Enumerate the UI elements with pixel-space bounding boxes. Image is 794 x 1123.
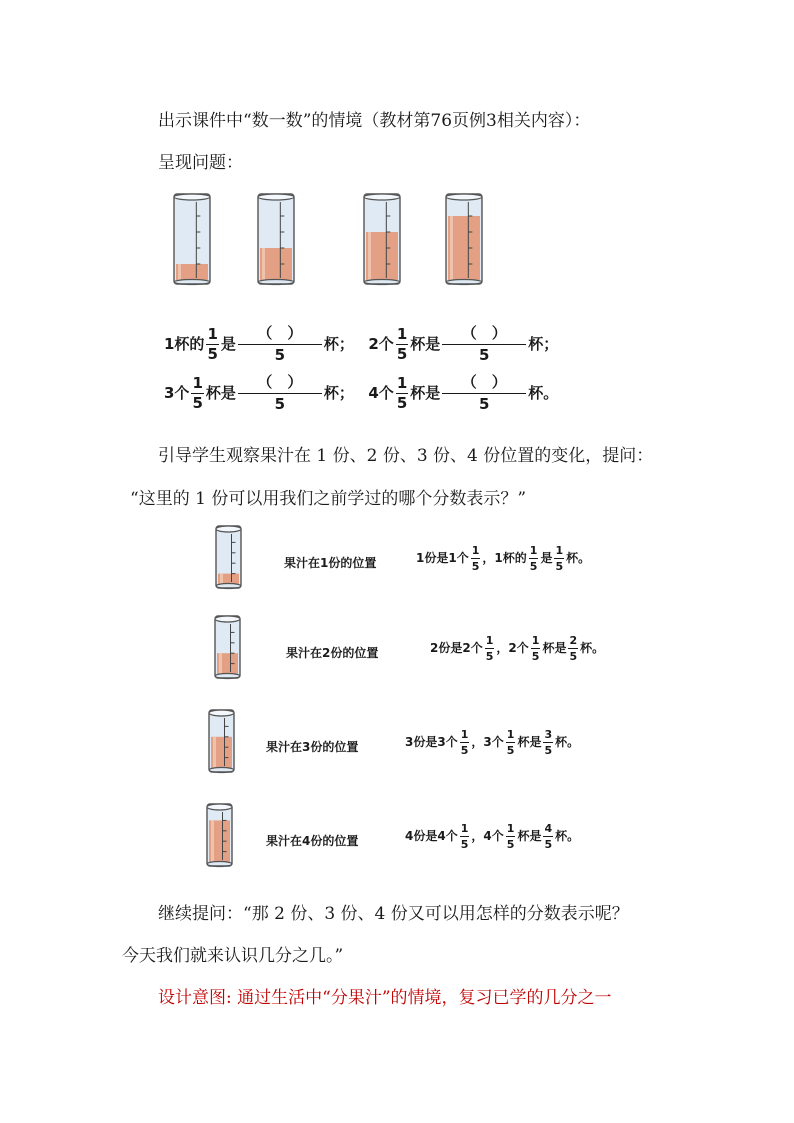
example-cup-2	[213, 614, 243, 684]
fraction: $\frac{1}{5}$	[506, 728, 515, 757]
unit-fraction: $\frac{1}{5}$	[192, 374, 203, 412]
unit-fraction: $\frac{1}{5}$	[396, 374, 408, 412]
cup-icon	[214, 524, 244, 590]
fill-in-row-1	[164, 326, 558, 363]
eq2b-mid: 杯是	[410, 384, 441, 402]
continue-line-1: 继续提问：“那 2 份、3 份、4 份又可以用怎样的分数表示呢？	[158, 904, 629, 924]
eq2a-pre: 3个	[164, 384, 190, 402]
example-equation: 2份是2个 $\frac{1}{5}$ ，2个 $\frac{1}{5}$ 杯是 $\frac{2}{5}$ 杯。	[430, 634, 605, 663]
cup-icon	[446, 194, 482, 285]
example-cup-4	[205, 802, 235, 872]
cup-icon	[364, 194, 400, 285]
fraction: $\frac{1}{5}$	[460, 728, 469, 757]
cup-icon	[207, 708, 237, 774]
fill-in-row-2	[164, 375, 558, 412]
cups-svg	[162, 190, 492, 288]
intro-line: 出示课件中“数一数”的情境（教材第76页例3相关内容）：	[158, 111, 591, 131]
eq1b-pre: 2个	[368, 335, 394, 353]
question-line: “这里的 1 份可以用我们之前学过的哪个分数表示？”	[130, 489, 527, 509]
fraction: $\frac{1}{5}$	[485, 634, 494, 663]
continue-line-2: 今天我们就来认识几分之几。”	[122, 946, 344, 966]
example-equation: 3份是3个 $\frac{1}{5}$ ，3个 $\frac{1}{5}$ 杯是 $\frac{3}{5}$ 杯。	[405, 728, 580, 757]
answer-blank-2[interactable]: $\frac{( )}{5}$	[442, 326, 526, 363]
fraction: $\frac{1}{5}$	[506, 822, 515, 851]
cup-icon	[174, 194, 210, 285]
eq2a-post: 杯；	[323, 384, 354, 402]
example-label: 果汁在3份的位置	[266, 740, 359, 754]
unit-fraction: $\frac{1}{5}$	[207, 325, 218, 363]
design-intent: 设计意图: 通过生活中“分果汁”的情境，复习已学的几分之一	[158, 988, 612, 1008]
fraction: $\frac{1}{5}$	[471, 544, 480, 573]
eq1a-mid: 是	[220, 335, 236, 353]
example-equation: 1份是1个 $\frac{1}{5}$ ，1杯的 $\frac{1}{5}$ 是 $\frac{1}{5}$ 杯。	[416, 544, 591, 573]
eq1b-post: 杯；	[528, 335, 559, 353]
eq2b-post: 杯。	[528, 384, 559, 402]
fraction: $\frac{1}{5}$	[555, 544, 564, 573]
fraction: $\frac{2}{5}$	[569, 634, 578, 663]
fraction: $\frac{3}{5}$	[544, 728, 553, 757]
cup-icon	[258, 194, 294, 285]
cup-icon	[205, 802, 235, 868]
eq1a-post: 杯；	[323, 335, 354, 353]
guide-line: 引导学生观察果汁在 1 份、2 份、3 份、4 份位置的变化，提问：	[158, 446, 654, 466]
answer-blank-3[interactable]: $\frac{( )}{5}$	[238, 375, 322, 412]
eq1a-pre: 1杯的	[164, 335, 205, 353]
fraction: $\frac{1}{5}$	[531, 634, 540, 663]
eq2a-mid: 杯是	[205, 384, 236, 402]
cup-icon	[213, 614, 243, 680]
example-label: 果汁在4份的位置	[266, 834, 359, 848]
eq2b-pre: 4个	[368, 384, 394, 402]
example-cup-3	[207, 708, 237, 778]
cups-illustration	[162, 190, 492, 288]
fraction: $\frac{1}{5}$	[460, 822, 469, 851]
eq1b-mid: 杯是	[410, 335, 441, 353]
answer-blank-4[interactable]: $\frac{( )}{5}$	[442, 375, 526, 412]
present-problem-label: 呈现问题：	[158, 153, 243, 173]
fraction: $\frac{1}{5}$	[529, 544, 538, 573]
unit-fraction: $\frac{1}{5}$	[396, 325, 408, 363]
example-equation: 4份是4个 $\frac{1}{5}$ ，4个 $\frac{1}{5}$ 杯是 $\frac{4}{5}$ 杯。	[405, 822, 580, 851]
answer-blank-1[interactable]: $\frac{( )}{5}$	[238, 326, 322, 363]
example-label: 果汁在1份的位置	[284, 556, 377, 570]
example-label: 果汁在2份的位置	[286, 646, 379, 660]
example-cup-1	[214, 524, 244, 594]
fraction: $\frac{4}{5}$	[544, 822, 553, 851]
